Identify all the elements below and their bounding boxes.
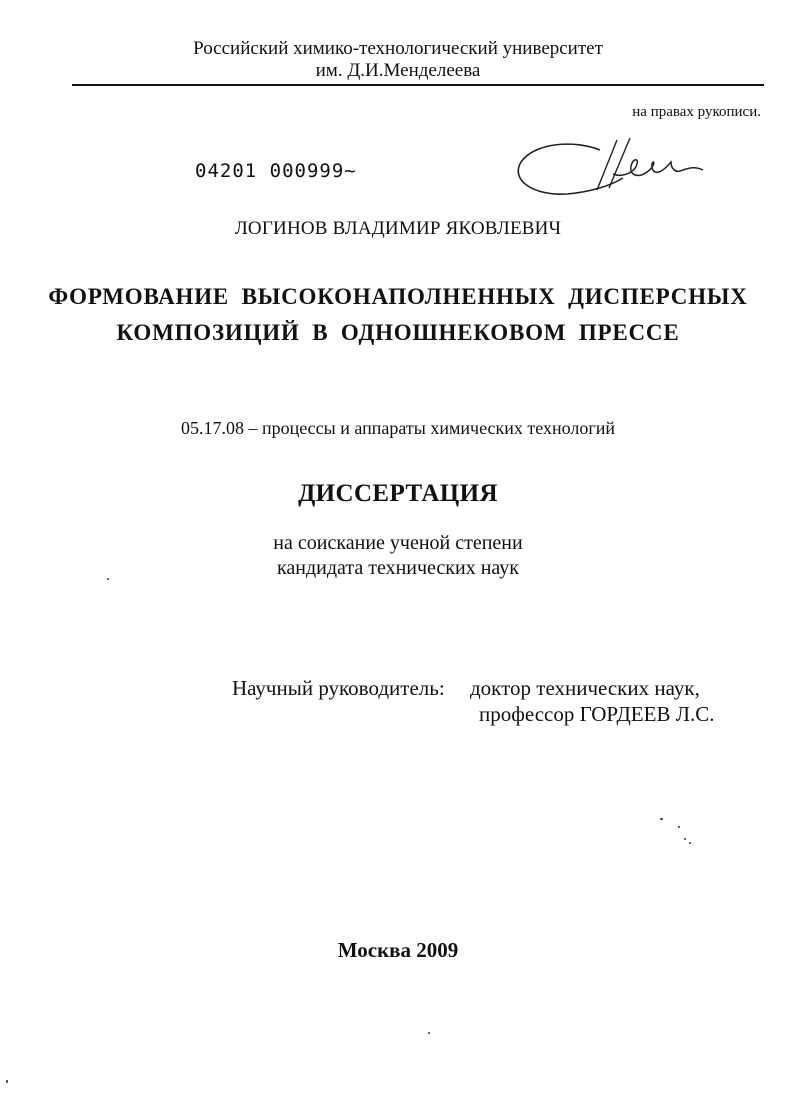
specialty-code: 05.17.08 – процессы и аппараты химических технологий bbox=[180, 418, 616, 438]
signature-image bbox=[505, 128, 715, 208]
university-namesake: им. Д.И.Менделеева bbox=[315, 60, 481, 81]
supervisor-name: профессор ГОРДЕЕВ Л.С. bbox=[479, 702, 715, 726]
scan-speck bbox=[684, 838, 686, 840]
manuscript-rights-note: на правах рукописи. bbox=[632, 104, 761, 120]
document-type-heading: ДИССЕРТАЦИЯ bbox=[298, 480, 498, 507]
scan-speck bbox=[428, 1032, 430, 1034]
registration-code: 04201 000999~ bbox=[195, 160, 357, 182]
dissertation-title-line-1: ФОРМОВАНИЕ ВЫСОКОНАПОЛНЕННЫХ ДИСПЕРСНЫХ bbox=[48, 284, 748, 309]
supervisor-degree: доктор технических наук, bbox=[470, 676, 700, 700]
scan-speck bbox=[107, 578, 109, 580]
degree-line-2: кандидата технических наук bbox=[276, 557, 520, 579]
university-name: Российский химико-технологический университет bbox=[193, 38, 603, 59]
supervisor-label: Научный руководитель: bbox=[232, 676, 445, 700]
dissertation-title-line-2: КОМПОЗИЦИЙ В ОДНОШНЕКОВОМ ПРЕССЕ bbox=[116, 320, 680, 345]
scan-speck bbox=[660, 818, 663, 820]
scan-speck bbox=[689, 842, 691, 844]
degree-line-1: на соискание ученой степени bbox=[273, 532, 523, 554]
header-rule bbox=[72, 84, 764, 86]
city-and-year: Москва 2009 bbox=[337, 938, 459, 962]
scan-speck bbox=[678, 826, 680, 828]
author-name: ЛОГИНОВ ВЛАДИМИР ЯКОВЛЕВИЧ bbox=[234, 218, 562, 239]
scan-speck bbox=[6, 1080, 8, 1083]
